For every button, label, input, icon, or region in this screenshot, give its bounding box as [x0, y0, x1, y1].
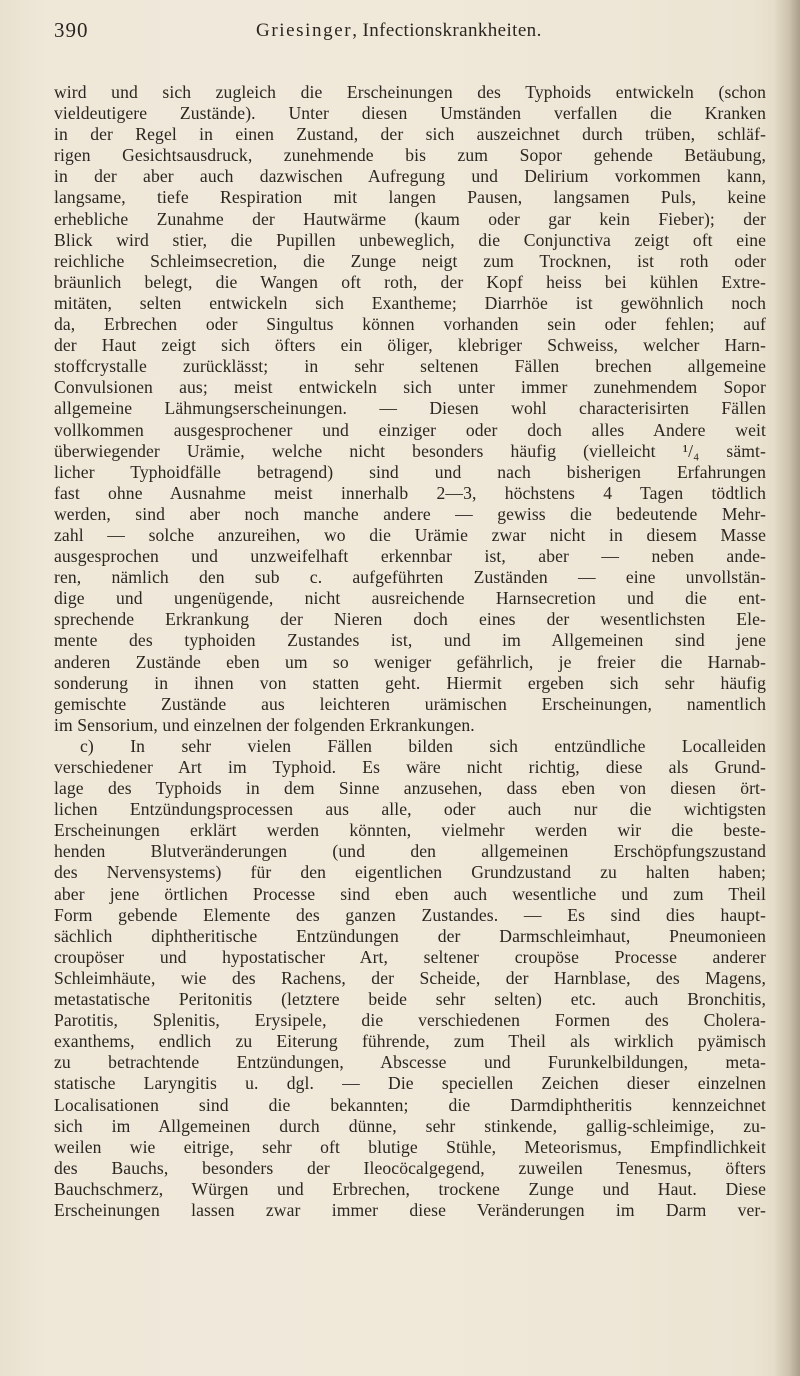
text-line: sich im Allgemeinen durch dünne, sehr stinkende, gallig-schleimige, zu- [54, 1115, 766, 1136]
text-line: Form gebende Elemente des ganzen Zustandes. — Es sind dies haupt- [54, 904, 766, 925]
text-line: allgemeine Lähmungserscheinungen. — Diesen wohl characterisirten Fällen [54, 398, 766, 419]
page-number: 390 [54, 18, 89, 42]
text-line: da, Erbrechen oder Singultus können vorhanden sein oder fehlen; auf [54, 314, 766, 335]
text-line: wird und sich zugleich die Erscheinungen des Typhoids entwickeln (schon [54, 82, 766, 102]
text-line: im Sensorium, und einzelnen der folgenden Erkrankungen. [54, 714, 475, 735]
text-line: des Bauchs, besonders der Ileocöcalgegend, zuweilen Tenesmus, öfters [54, 1157, 766, 1178]
text-line: werden, sind aber noch manche andere — gewiss die bedeutende Mehr- [54, 503, 766, 524]
text-line: c) In sehr vielen Fällen bilden sich entzündliche Localleiden [80, 735, 766, 756]
text-line: überwiegender Urämie, welche nicht besonders häufig (vielleicht ¹/₄ sämt- [54, 440, 766, 461]
text-line: statische Laryngitis u. dgl. — Die speciellen Zeichen dieser einzelnen [54, 1073, 766, 1094]
text-line: aber jene örtlichen Processe sind eben auch wesentliche und zum Theil [54, 883, 766, 904]
text-line: sprechende Erkrankung der Nieren doch eines der wesentlichsten Ele- [54, 609, 766, 630]
text-line: Convulsionen aus; meist entwickeln sich unter immer zunehmendem Sopor [54, 377, 766, 398]
body-text [54, 82, 766, 1221]
text-line: lichen Entzündungsprocessen aus alle, oder auch nur die wichtigsten [54, 799, 766, 820]
text-line: Bauchschmerz, Würgen und Erbrechen, trockene Zunge und Haut. Diese [54, 1178, 766, 1199]
text-line: in der aber auch dazwischen Aufregung und Delirium vorkommen kann, [54, 166, 766, 187]
text-line: in der Regel in einen Zustand, der sich auszeichnet durch trüben, schläf- [54, 124, 766, 145]
text-line: Erscheinungen erklärt werden könnten, vielmehr werden wir die beste- [54, 820, 766, 841]
running-title: Griesinger, Infectionskrankheiten. [256, 20, 542, 41]
text-line: weilen wie eitrige, sehr oft blutige Stühle, Meteorismus, Empfindlichkeit [54, 1136, 766, 1157]
text-line: Parotitis, Splenitis, Erysipele, die verschiedenen Formen des Cholera- [54, 1010, 766, 1031]
text-line: erhebliche Zunahme der Hautwärme (kaum oder gar kein Fieber); der [54, 208, 766, 229]
text-line: zu betrachtende Entzündungen, Abscesse und Furunkelbildungen, meta- [54, 1052, 766, 1073]
text-line: mente des typhoiden Zustandes ist, und im Allgemeinen sind jene [54, 630, 766, 651]
text-line: ausgesprochen und unzweifelhaft erkennbar ist, aber — neben ande- [54, 546, 766, 567]
text-line: Blick wird stier, die Pupillen unbeweglich, die Conjunctiva zeigt oft eine [54, 229, 766, 250]
text-line: ren, nämlich den sub c. aufgeführten Zuständen — eine unvollstän- [54, 567, 766, 588]
text-line: lage des Typhoids in dem Sinne anzusehen, dass eben von diesen ört- [54, 778, 766, 799]
text-line: verschiedener Art im Typhoid. Es wäre nicht richtig, diese als Grund- [54, 757, 766, 777]
page-edge-shadow [774, 0, 800, 1376]
text-line: der Haut zeigt sich öfters ein öliger, klebriger Schweiss, welcher Harn- [54, 335, 766, 356]
text-line: zahl — solche anzureihen, wo die Urämie zwar nicht in diesem Masse [54, 524, 766, 545]
text-line: vieldeutigere Zustände). Unter diesen Umständen verfallen die Kranken [54, 103, 766, 124]
text-line: Localisationen sind die bekannten; die Darmdiphtheritis kennzeichnet [54, 1094, 766, 1115]
text-line: dige und ungenügende, nicht ausreichende Harnsecretion und die ent- [54, 588, 766, 609]
text-line: sächlich diphtheritische Entzündungen der Darmschleimhaut, Pneumonieen [54, 925, 766, 946]
text-line: rigen Gesichtsausdruck, zunehmende bis zum Sopor gehende Betäubung, [54, 145, 766, 166]
text-line: licher Typhoidfälle betragend) sind und nach bisherigen Erfahrungen [54, 461, 766, 482]
text-line: stoffcrystalle zurücklässt; in sehr seltenen Fällen brechen allgemeine [54, 356, 766, 377]
text-line: bräunlich belegt, die Wangen oft roth, der Kopf heiss bei kühlen Extre- [54, 271, 766, 292]
running-title-author: Griesinger [256, 20, 353, 41]
text-line: vollkommen ausgesprochener und einziger oder doch alles Andere weit [54, 419, 766, 440]
text-line: sonderung in ihnen von statten geht. Hiermit ergeben sich sehr häufig [54, 672, 766, 693]
text-line: mitäten, selten entwickeln sich Exantheme; Diarrhöe ist gewöhnlich noch [54, 292, 766, 313]
text-line: anderen Zustände eben um so weniger gefährlich, je freier die Harnab- [54, 651, 766, 672]
text-line: langsame, tiefe Respiration mit langen Pausen, langsamen Puls, keine [54, 187, 766, 208]
running-header [54, 18, 754, 58]
text-line: fast ohne Ausnahme meist innerhalb 2—3, höchstens 4 Tagen tödtlich [54, 482, 766, 503]
text-line: des Nervensystems) für den eigentlichen Grundzustand zu halten haben; [54, 862, 766, 883]
text-line: metastatische Peritonitis (letztere beide sehr selten) etc. auch Bronchitis, [54, 989, 766, 1010]
text-line: reichliche Schleimsecretion, die Zunge neigt zum Trocknen, ist roth oder [54, 250, 766, 271]
text-line: gemischte Zustände aus leichteren urämischen Erscheinungen, namentlich [54, 693, 766, 714]
text-line: henden Blutveränderungen (und den allgemeinen Erschöpfungszustand [54, 841, 766, 862]
text-line: croupöser und hypostatischer Art, seltener croupöse Processe anderer [54, 946, 766, 967]
text-line: Schleimhäute, wie des Rachens, der Scheide, der Harnblase, des Magens, [54, 967, 766, 988]
running-title-subject: Infectionskrankheiten. [362, 20, 542, 41]
text-line: Erscheinungen lassen zwar immer diese Veränderungen im Darm ver- [54, 1199, 766, 1220]
text-line: exanthems, endlich zu Eiterung führende, zum Theil als wirklich pyämisch [54, 1031, 766, 1052]
